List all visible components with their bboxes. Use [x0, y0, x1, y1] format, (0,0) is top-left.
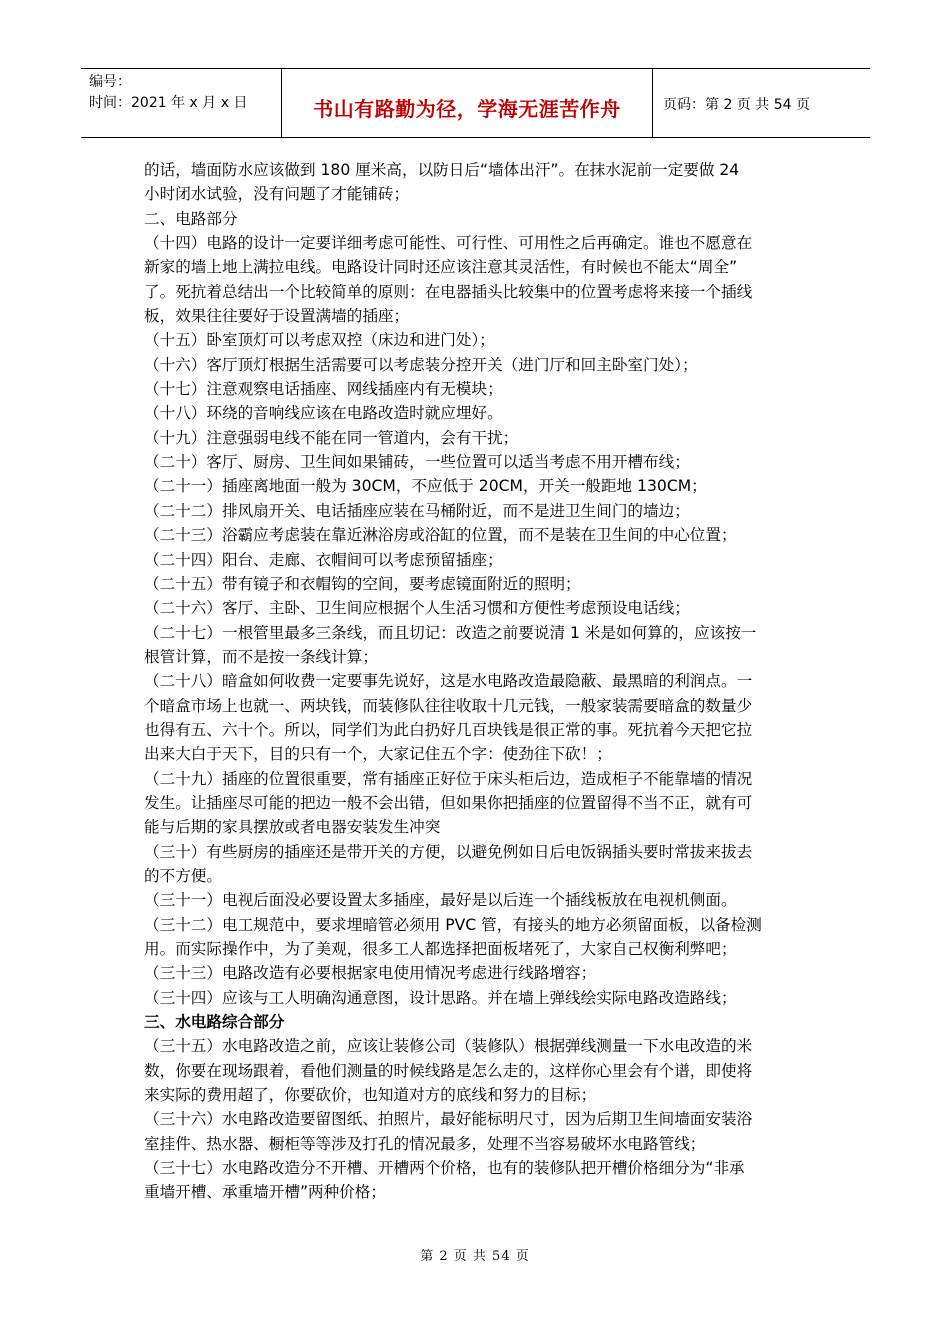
- body-text-line: （十七）注意观察电话插座、网线插座内有无模块；: [144, 380, 503, 399]
- body-text-line: 出来大白于天下，目的只有一个，大家记住五个字：使劲往下砍！；: [144, 745, 612, 764]
- header-page-info: 页码：第 2 页 共 54 页: [663, 97, 810, 113]
- body-text-line: （三十二）电工规范中，要求埋暗管必须用 PVC 管，有接头的地方必须留面板，以备检测: [144, 915, 762, 934]
- body-text-line: （二十四）阳台、走廊、衣帽间可以考虑预留插座；: [144, 550, 503, 569]
- body-text-line: 用。而实际操作中，为了美观，很多工人都选择把面板堵死了，大家自己权衡利弊吧；: [144, 940, 737, 958]
- body-text-line: （二十一）插座离地面一般为 30CM，不应低于 20CM，开关一般距地 130CM；: [144, 477, 707, 496]
- document-body: [144, 158, 810, 1205]
- page-header: [81, 68, 870, 138]
- body-text-line: （二十六）客厅、主卧、卫生间应根据个人生活习惯和方便性考虑预设电话线；: [144, 599, 690, 618]
- body-text-line: （十六）客厅顶灯根据生活需要可以考虑装分控开关（进门厅和回主卧室门处）；: [144, 355, 698, 374]
- body-text-line: （二十七）一根管里最多三条线，而且切记：改造之前要说清 1 米是如何算的，应该按一: [144, 623, 757, 642]
- body-text-line: （三十一）电视后面没必要设置太多插座，最好是以后连一个插线板放在电视机侧面。: [144, 891, 737, 910]
- body-text-line: 了。死抗着总结出一个比较简单的原则：在电器插头比较集中的位置考虑将来接一个插线: [144, 282, 753, 301]
- body-text-line: （二十九）插座的位置很重要，常有插座正好位于床头柜后边，造成柜子不能靠墙的情况: [144, 769, 753, 788]
- body-text-line: 根管计算，而不是按一条线计算；: [144, 647, 378, 666]
- body-text-line: （二十）客厅、厨房、卫生间如果铺砖，一些位置可以适当考虑不用开槽布线；: [144, 453, 690, 472]
- page-footer: 第 2 页 共 54 页: [420, 1249, 530, 1264]
- body-text-line: （三十）有些厨房的插座还是带开关的方便，以避免例如日后电饭锅插头要时常拔来拔去: [144, 842, 753, 861]
- header-meta: [81, 69, 282, 137]
- body-text-line: 板，效果往往要好于设置满墙的插座；: [144, 307, 410, 326]
- body-text-line: （二十三）浴霸应考虑装在靠近淋浴房或浴缸的位置，而不是装在卫生间的中心位置；: [144, 526, 737, 545]
- body-text-line: 的话，墙面防水应该做到 180 厘米高，以防日后“墙体出汗”。在抹水泥前一定要做 24: [144, 161, 740, 179]
- body-text-line: 的不方便。: [144, 866, 222, 885]
- body-text-line: （十九）注意强弱电线不能在同一管道内，会有干扰；: [144, 428, 519, 447]
- body-text-line: 发生。让插座尽可能的把边一般不会出错，但如果你把插座的位置留得不当不正，就有可: [144, 793, 753, 812]
- header-motto: 书山有路勤为径，学海无涯苦作舟: [282, 69, 653, 137]
- document-number-label: 编号：: [89, 74, 131, 90]
- body-text-line: （十四）电路的设计一定要详细考虑可能性、可行性、可用性之后再确定。谁也不愿意在: [144, 234, 753, 253]
- body-text-line: （三十四）应该与工人明确沟通意图，设计思路。并在墙上弹线绘实际电路改造路线；: [144, 988, 737, 1007]
- body-text-line: 新家的墙上地上满拉电线。电路设计同时还应该注意其灵活性，有时候也不能太“周全”: [144, 258, 738, 277]
- body-text-line: 也得有五、六十个。所以，同学们为此白扔好几百块钱是很正常的事。死抗着今天把它拉: [144, 720, 753, 739]
- body-text-line: （三十三）电路改造有必要根据家电使用情况考虑进行线路增容；: [144, 964, 597, 983]
- section-heading: 三、水电路综合部分: [144, 1013, 285, 1032]
- body-text-line: 个暗盒市场上也就一、两块钱，而装修队往往收取十几元钱，一般家装需要暗盒的数量少: [144, 696, 753, 715]
- body-text-line: 室挂件、热水器、橱柜等等涉及打孔的情况最多，处理不当容易破坏水电路管线；: [144, 1134, 706, 1153]
- body-text-line: （三十七）水电路改造分不开槽、开槽两个价格，也有的装修队把开槽价格细分为“非承: [144, 1159, 745, 1178]
- body-text-line: 能与后期的家具摆放或者电器安装发生冲突: [144, 818, 441, 837]
- body-text-line: （二十二）排风扇开关、电话插座应装在马桶附近，而不是进卫生间门的墙边；: [144, 501, 690, 520]
- body-text-line: 小时闭水试验，没有问题了才能铺砖；: [144, 185, 410, 204]
- body-text-line: （十五）卧室顶灯可以考虑双控（床边和进门处）；: [144, 331, 495, 350]
- body-text-line: 重墙开槽、承重墙开槽”两种价格；: [144, 1183, 386, 1202]
- body-text-line: （二十五）带有镜子和衣帽钩的空间，要考虑镜面附近的照明；: [144, 574, 581, 593]
- body-text-line: （三十五）水电路改造之前，应该让装修公司（装修队）根据弹线测量一下水电改造的米: [144, 1037, 753, 1056]
- body-text-line: 数，你要在现场跟着，看他们测量的时候线路是怎么走的，这样你心里会有个谱，即使将: [144, 1061, 753, 1080]
- body-text-line: 二、电路部分: [144, 209, 238, 228]
- body-text-line: （二十八）暗盒如何收费一定要事先说好，这是水电路改造最隐蔽、最黑暗的利润点。一: [144, 672, 753, 691]
- document-date: 时间：2021 年 x 月 x 日: [89, 95, 248, 111]
- body-text-line: （三十六）水电路改造要留图纸、拍照片，最好能标明尺寸，因为后期卫生间墙面安装浴: [144, 1110, 753, 1129]
- body-text-line: （十八）环绕的音响线应该在电路改造时就应埋好。: [144, 404, 503, 423]
- body-text-line: 来实际的费用超了，你要砍价，也知道对方的底线和努力的目标；: [144, 1086, 597, 1105]
